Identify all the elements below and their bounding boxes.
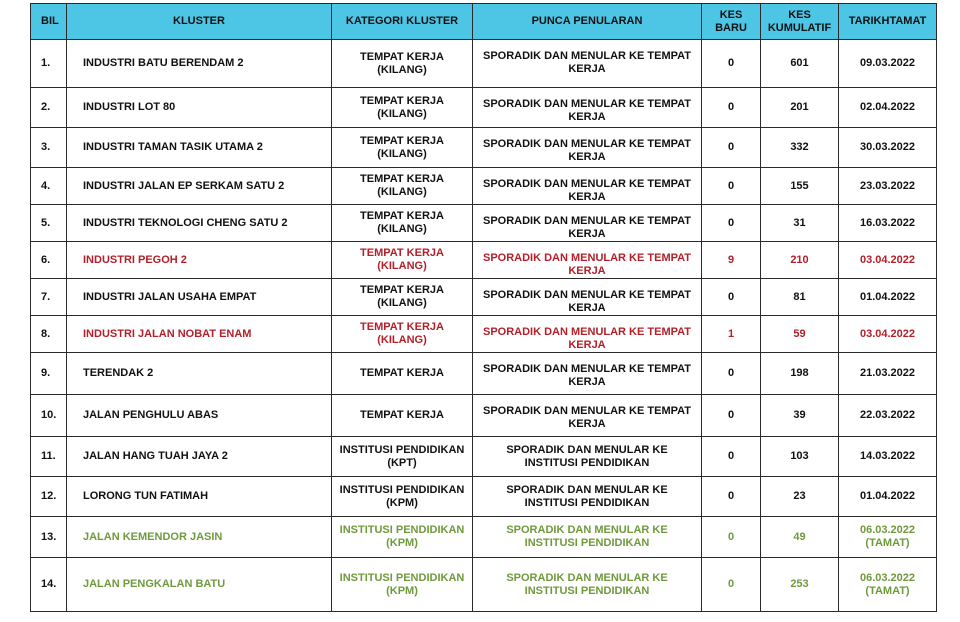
- cell-kategori: [332, 128, 473, 168]
- cell-kluster: JALAN PENGHULU ABAS: [67, 395, 332, 437]
- punca-line2: INSTITUSI PENDIDIKAN: [524, 584, 650, 597]
- table-row: [31, 316, 937, 353]
- cell-kes-kumulatif: 103: [761, 437, 839, 477]
- table-row: [31, 395, 937, 437]
- cell-bil: 3.: [31, 128, 67, 168]
- cell-kategori: [332, 353, 473, 395]
- kategori-line2: (KILANG): [377, 297, 427, 309]
- header-kes-kumulatif: [761, 4, 839, 40]
- cell-punca: [473, 205, 702, 242]
- cell-kes-baru: 0: [702, 437, 761, 477]
- cell-tarikh-tamat: [839, 477, 937, 517]
- cell-kes-baru: 0: [702, 353, 761, 395]
- tarikh-line2: (TAMAT): [865, 584, 910, 597]
- cell-kes-kumulatif: 39: [761, 395, 839, 437]
- punca-line2: KERJA: [568, 63, 606, 75]
- header-kategori: KATEGORI KLUSTER: [332, 4, 473, 40]
- cell-kluster: INDUSTRI TEKNOLOGI CHENG SATU 2: [67, 205, 332, 242]
- tarikh-line1: 03.04.2022: [859, 327, 916, 340]
- cell-bil: 14.: [31, 558, 67, 612]
- punca-line2: KERJA: [568, 376, 606, 388]
- kategori-line1: INSTITUSI PENDIDIKAN: [339, 443, 465, 456]
- punca-line1: SPORADIK DAN MENULAR KE TEMPAT: [483, 50, 691, 62]
- cell-kes-kumulatif: 210: [761, 242, 839, 279]
- cell-kes-baru: 0: [702, 477, 761, 517]
- kategori-line2: (KILANG): [377, 147, 427, 160]
- punca-line2: KERJA: [568, 228, 606, 240]
- cell-punca: [473, 128, 702, 168]
- header-tarikh-tamat: TARIKHTAMAT: [839, 4, 937, 40]
- cell-kategori: [332, 395, 473, 437]
- table-body: [31, 40, 937, 612]
- punca-line1: SPORADIK DAN MENULAR KE TEMPAT: [483, 98, 691, 110]
- table-row: [31, 517, 937, 558]
- cell-kes-kumulatif: 201: [761, 88, 839, 128]
- cell-kategori: [332, 168, 473, 205]
- table-row: [31, 40, 937, 88]
- cell-kes-baru: 0: [702, 128, 761, 168]
- cell-tarikh-tamat: [839, 395, 937, 437]
- punca-line1: SPORADIK DAN MENULAR KE TEMPAT: [483, 252, 691, 264]
- header-kes-baru-line2: BARU: [715, 21, 747, 34]
- table-row: [31, 353, 937, 395]
- table-row: [31, 558, 937, 612]
- tarikh-line1: 16.03.2022: [859, 216, 916, 229]
- cell-kes-baru: 0: [702, 40, 761, 88]
- cell-kes-kumulatif: 81: [761, 279, 839, 316]
- cell-kes-baru: 1: [702, 316, 761, 353]
- kategori-line1: TEMPAT KERJA: [360, 134, 444, 147]
- punca-line1: SPORADIK DAN MENULAR KE TEMPAT: [483, 289, 691, 301]
- cell-kes-kumulatif: 31: [761, 205, 839, 242]
- cell-kes-kumulatif: 23: [761, 477, 839, 517]
- kategori-line2: (KPT): [387, 456, 417, 469]
- table-row: [31, 168, 937, 205]
- cell-tarikh-tamat: [839, 279, 937, 316]
- punca-line1: SPORADIK DAN MENULAR KE TEMPAT: [483, 405, 691, 417]
- punca-line2: KERJA: [568, 418, 606, 430]
- cell-kategori: [332, 205, 473, 242]
- tarikh-line1: 23.03.2022: [859, 179, 916, 192]
- cell-kategori: [332, 279, 473, 316]
- cell-kluster: TERENDAK 2: [67, 353, 332, 395]
- kategori-line2: (KPM): [386, 496, 418, 509]
- cell-bil: 4.: [31, 168, 67, 205]
- tarikh-line1: 01.04.2022: [859, 290, 916, 303]
- kategori-line2: (KILANG): [377, 63, 427, 76]
- kategori-line1: TEMPAT KERJA: [360, 284, 444, 296]
- kategori-line2: (KPM): [386, 537, 418, 549]
- cell-kluster: INDUSTRI JALAN USAHA EMPAT: [67, 279, 332, 316]
- cell-punca: [473, 242, 702, 279]
- kategori-line2: (KILANG): [377, 107, 427, 120]
- cell-bil: 6.: [31, 242, 67, 279]
- punca-line2: INSTITUSI PENDIDIKAN: [524, 496, 650, 509]
- cell-tarikh-tamat: [839, 242, 937, 279]
- cell-kes-kumulatif: 332: [761, 128, 839, 168]
- kategori-line1: INSTITUSI PENDIDIKAN: [339, 483, 465, 496]
- kategori-line1: TEMPAT KERJA: [360, 173, 444, 185]
- cell-bil: 8.: [31, 316, 67, 353]
- cell-kes-kumulatif: 49: [761, 517, 839, 558]
- cell-bil: 5.: [31, 205, 67, 242]
- header-kluster: KLUSTER: [67, 4, 332, 40]
- cell-kategori: [332, 40, 473, 88]
- cell-punca: [473, 395, 702, 437]
- cell-kategori: [332, 316, 473, 353]
- cell-kes-kumulatif: 253: [761, 558, 839, 612]
- punca-line1: SPORADIK DAN MENULAR KE: [506, 483, 668, 496]
- header-punca: PUNCA PENULARAN: [473, 4, 702, 40]
- punca-line1: SPORADIK DAN MENULAR KE TEMPAT: [483, 215, 691, 227]
- kategori-line1: TEMPAT KERJA: [360, 409, 444, 421]
- cell-tarikh-tamat: [839, 558, 937, 612]
- tarikh-line1: 22.03.2022: [859, 409, 916, 421]
- kategori-line1: INSTITUSI PENDIDIKAN: [339, 571, 465, 584]
- table-row: [31, 128, 937, 168]
- punca-line2: INSTITUSI PENDIDIKAN: [524, 456, 650, 469]
- cell-kes-baru: 0: [702, 517, 761, 558]
- cell-punca: [473, 279, 702, 316]
- cell-bil: 1.: [31, 40, 67, 88]
- cell-punca: [473, 316, 702, 353]
- cluster-table: [30, 3, 937, 612]
- cell-kategori: [332, 437, 473, 477]
- cell-punca: [473, 437, 702, 477]
- cell-tarikh-tamat: [839, 316, 937, 353]
- punca-line1: SPORADIK DAN MENULAR KE TEMPAT: [483, 326, 691, 338]
- table-row: [31, 437, 937, 477]
- header-kes-kumulatif-line2: KUMULATIF: [767, 21, 832, 34]
- cell-punca: [473, 558, 702, 612]
- kategori-line1: TEMPAT KERJA: [360, 321, 444, 333]
- tarikh-line1: 21.03.2022: [859, 367, 916, 379]
- table-row: [31, 242, 937, 279]
- cell-kluster: JALAN KEMENDOR JASIN: [67, 517, 332, 558]
- tarikh-line1: 30.03.2022: [859, 141, 916, 153]
- punca-line1: SPORADIK DAN MENULAR KE: [506, 571, 668, 584]
- cell-kluster: INDUSTRI JALAN NOBAT ENAM: [67, 316, 332, 353]
- punca-line2: KERJA: [568, 151, 606, 163]
- punca-line2: INSTITUSI PENDIDIKAN: [524, 537, 650, 549]
- tarikh-line1: 06.03.2022: [859, 524, 916, 536]
- cell-kluster: INDUSTRI JALAN EP SERKAM SATU 2: [67, 168, 332, 205]
- kategori-line2: (KILANG): [377, 260, 427, 272]
- header-kes-baru: [702, 4, 761, 40]
- table-row: [31, 279, 937, 316]
- punca-line1: SPORADIK DAN MENULAR KE: [506, 524, 668, 536]
- punca-line2: KERJA: [568, 265, 606, 277]
- kategori-line1: TEMPAT KERJA: [360, 367, 444, 379]
- punca-line2: KERJA: [568, 339, 606, 351]
- table-row: [31, 477, 937, 517]
- tarikh-line1: 01.04.2022: [859, 490, 916, 502]
- kategori-line2: (KPM): [386, 584, 418, 597]
- cell-bil: 7.: [31, 279, 67, 316]
- cell-kategori: [332, 517, 473, 558]
- cell-tarikh-tamat: [839, 128, 937, 168]
- cell-tarikh-tamat: [839, 517, 937, 558]
- punca-line2: KERJA: [568, 191, 606, 203]
- cell-kategori: [332, 88, 473, 128]
- header-bil: BIL: [31, 4, 67, 40]
- punca-line1: SPORADIK DAN MENULAR KE TEMPAT: [483, 178, 691, 190]
- tarikh-line2: (TAMAT): [865, 537, 910, 549]
- cell-kluster: INDUSTRI BATU BERENDAM 2: [67, 40, 332, 88]
- cell-tarikh-tamat: [839, 168, 937, 205]
- punca-line2: KERJA: [568, 111, 606, 123]
- tarikh-line1: 03.04.2022: [859, 253, 916, 266]
- tarikh-line1: 14.03.2022: [859, 450, 916, 462]
- cell-bil: 2.: [31, 88, 67, 128]
- kategori-line2: (KILANG): [377, 223, 427, 235]
- cell-kes-kumulatif: 198: [761, 353, 839, 395]
- cell-bil: 10.: [31, 395, 67, 437]
- header-kes-baru-line1: KES: [719, 8, 743, 21]
- cell-kes-kumulatif: 59: [761, 316, 839, 353]
- cell-kes-kumulatif: 155: [761, 168, 839, 205]
- kategori-line1: TEMPAT KERJA: [360, 50, 444, 63]
- header-kes-kumulatif-line1: KES: [788, 8, 811, 21]
- tarikh-line1: 06.03.2022: [859, 571, 916, 584]
- cell-kluster: INDUSTRI TAMAN TASIK UTAMA 2: [67, 128, 332, 168]
- cell-punca: [473, 168, 702, 205]
- kategori-line1: TEMPAT KERJA: [360, 94, 444, 107]
- cell-kes-baru: 0: [702, 558, 761, 612]
- cell-kategori: [332, 558, 473, 612]
- kategori-line2: (KILANG): [377, 334, 427, 346]
- cell-kes-kumulatif: 601: [761, 40, 839, 88]
- cell-punca: [473, 88, 702, 128]
- cell-punca: [473, 477, 702, 517]
- table-row: [31, 88, 937, 128]
- cell-kes-baru: 0: [702, 168, 761, 205]
- tarikh-line1: 09.03.2022: [859, 57, 916, 69]
- kategori-line2: (KILANG): [377, 186, 427, 198]
- cell-tarikh-tamat: [839, 205, 937, 242]
- cell-kategori: [332, 242, 473, 279]
- kategori-line1: TEMPAT KERJA: [360, 247, 444, 259]
- punca-line1: SPORADIK DAN MENULAR KE TEMPAT: [483, 138, 691, 150]
- cell-kes-baru: 9: [702, 242, 761, 279]
- cell-bil: 12.: [31, 477, 67, 517]
- cell-kategori: [332, 477, 473, 517]
- cell-punca: [473, 40, 702, 88]
- cell-kluster: JALAN HANG TUAH JAYA 2: [67, 437, 332, 477]
- cell-kluster: LORONG TUN FATIMAH: [67, 477, 332, 517]
- cell-punca: [473, 517, 702, 558]
- cell-kes-baru: 0: [702, 395, 761, 437]
- cell-kes-baru: 0: [702, 279, 761, 316]
- cell-tarikh-tamat: [839, 437, 937, 477]
- cell-kluster: JALAN PENGKALAN BATU: [67, 558, 332, 612]
- kategori-line1: INSTITUSI PENDIDIKAN: [339, 524, 465, 536]
- cell-tarikh-tamat: [839, 88, 937, 128]
- cell-bil: 9.: [31, 353, 67, 395]
- cell-kes-baru: 0: [702, 88, 761, 128]
- cell-kes-baru: 0: [702, 205, 761, 242]
- cell-bil: 11.: [31, 437, 67, 477]
- punca-line1: SPORADIK DAN MENULAR KE TEMPAT: [483, 363, 691, 375]
- table-row: [31, 205, 937, 242]
- header-row: [31, 4, 937, 40]
- tarikh-line1: 02.04.2022: [859, 101, 916, 113]
- kategori-line1: TEMPAT KERJA: [360, 210, 444, 222]
- cell-bil: 13.: [31, 517, 67, 558]
- cell-kluster: INDUSTRI LOT 80: [67, 88, 332, 128]
- cell-kluster: INDUSTRI PEGOH 2: [67, 242, 332, 279]
- cell-tarikh-tamat: [839, 40, 937, 88]
- punca-line2: KERJA: [568, 302, 606, 314]
- cell-punca: [473, 353, 702, 395]
- cell-tarikh-tamat: [839, 353, 937, 395]
- punca-line1: SPORADIK DAN MENULAR KE: [506, 443, 668, 456]
